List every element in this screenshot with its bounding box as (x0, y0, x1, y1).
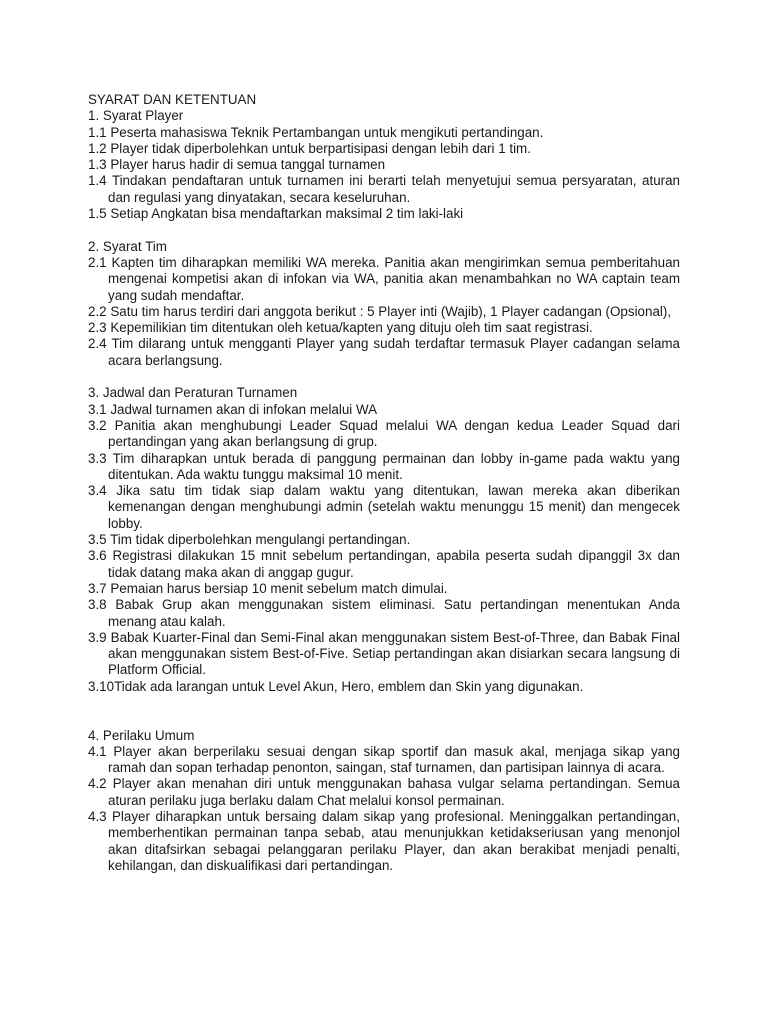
clause-number: 3.2 (88, 417, 107, 433)
clause-number: 4.2 (88, 776, 107, 792)
clause-item (88, 776, 680, 809)
clause-number: 3.6 (88, 548, 107, 564)
clause-text: Peserta mahasiswa Teknik Pertambangan untuk mengikuti pertandingan. (110, 124, 544, 140)
clause-item (88, 483, 680, 532)
clause-text: Player harus hadir di semua tanggal turnamen (110, 157, 386, 173)
clause-item (88, 532, 680, 548)
clause-text: Player akan menahan diri untuk menggunakan bahasa vulgar selama pertandingan. Semua aturan perilaku juga berlaku dalam Chat melalui konsol permainan. (108, 776, 680, 808)
clause-text: Tindakan pendaftaran untuk turnamen ini berarti telah menyetujui semua persyaratan, aturan dan regulasi yang dinyatakan, secara keseluruhan. (108, 173, 680, 205)
clause-item (88, 744, 680, 777)
section-heading: 3. Jadwal dan Peraturan Turnamen (88, 385, 298, 401)
section-heading: 1. Syarat Player (88, 108, 184, 124)
clause-item (88, 418, 680, 451)
clause-text: Tidak ada larangan untuk Level Akun, Hero, emblem dan Skin yang digunakan. (114, 678, 584, 694)
clause-text: Player tidak diperbolehkan untuk berpartisipasi dengan lebih dari 1 tim. (110, 140, 531, 156)
clause-item (88, 320, 680, 336)
clause-item (88, 173, 680, 206)
clause-item (88, 679, 680, 695)
clause-text: Kapten tim diharapkan memiliki WA mereka. Panitia akan mengirimkan semua pemberitahuan mengenai kompetisi akan di infokan via WA, panitia akan menambahkan no WA captain team yang sudah mendaftar. (108, 254, 680, 303)
clause-item (88, 402, 680, 418)
clause-text: Satu tim harus terdiri dari anggota berikut : 5 Player inti (Wajib), 1 Player cadangan (Opsional), (110, 303, 672, 319)
clause-number: 2.3 (88, 320, 107, 336)
spacer (88, 222, 680, 238)
clause-number: 1.4 (88, 173, 107, 189)
clause-item (88, 630, 680, 679)
clause-number: 3.1 (88, 401, 107, 417)
clause-list (88, 402, 680, 695)
clause-text: Babak Grup akan menggunakan sistem eliminasi. Satu pertandingan menentukan Anda menang atau kalah. (108, 597, 680, 629)
clause-item (88, 206, 680, 222)
clause-text: Tim diharapkan untuk berada di panggung permainan dan lobby in-game pada waktu yang ditentukan. Ada waktu tunggu maksimal 10 menit. (108, 450, 680, 482)
clause-text: Panitia akan menghubungi Leader Squad melalui WA dengan kedua Leader Squad dari pertandingan yang akan berlangsung di grup. (108, 417, 680, 450)
clause-number: 2.1 (88, 254, 107, 270)
clause-item (88, 125, 680, 141)
clause-item (88, 597, 680, 630)
clause-text: Kepemilikian tim ditentukan oleh ketua/kapten yang dituju oleh tim saat registrasi. (110, 320, 593, 336)
clause-item (88, 548, 680, 581)
clause-text: Babak Kuarter-Final dan Semi-Final akan menggunakan sistem Best-of-Three, dan Babak Final akan menggunakan sistem Best-of-Five. Setiap pertandingan akan disiarkan secara langsung di Platform Official. (108, 629, 680, 678)
clause-number: 2.4 (88, 336, 107, 352)
clause-text: Pemaian harus bersiap 10 menit sebelum match dimulai. (110, 580, 448, 596)
clause-number: 3.10 (88, 678, 115, 694)
section-heading: 2. Syarat Tim (88, 238, 167, 254)
clause-item (88, 336, 680, 369)
clause-text: Tim tidak diperbolehkan mengulangi pertandingan. (110, 532, 411, 548)
spacer (88, 695, 680, 728)
clause-item (88, 809, 680, 874)
clause-item (88, 581, 680, 597)
clause-text: Jadwal turnamen akan di infokan melalui WA (110, 401, 378, 417)
clause-text: Registrasi dilakukan 15 mnit sebelum pertandingan, apabila peserta sudah dipanggil 3x dan tidak datang maka akan di anggap gugur. (108, 548, 680, 580)
clause-number: 1.3 (88, 157, 107, 173)
clause-number: 3.4 (88, 483, 107, 499)
section-jadwal-dan-peraturan (88, 385, 680, 695)
clause-item (88, 157, 680, 173)
clause-list (88, 255, 680, 369)
clause-item (88, 141, 680, 157)
clause-number: 1.2 (88, 140, 107, 156)
clause-number: 1.1 (88, 124, 107, 140)
section-heading: 4. Perilaku Umum (88, 727, 195, 743)
clause-item (88, 304, 680, 320)
clause-text: Setiap Angkatan bisa mendaftarkan maksimal 2 tim laki-laki (110, 206, 464, 222)
clause-number: 4.3 (88, 809, 107, 825)
clause-item (88, 255, 680, 304)
section-syarat-player (88, 108, 680, 222)
clause-list (88, 744, 680, 874)
clause-number: 4.1 (88, 743, 107, 759)
clause-text: Jika satu tim tidak siap dalam waktu yang ditentukan, lawan mereka akan diberikan kemenangan dengan menghubungi admin (setelah waktu menunggu 15 menit) dan mengecek lobby. (108, 483, 680, 531)
clause-number: 1.5 (88, 206, 107, 222)
clause-number: 3.3 (88, 450, 107, 466)
clause-text: Player diharapkan untuk bersaing dalam sikap yang profesional. Meninggalkan pertandingan, memberhentikan permainan tanpa sebab, atau menunjukkan ketidakseriusan yang menonjol akan ditafsirkan sebagai pelanggaran perilaku Player, dan akan berakibat menjadi penalti, kehilangan, dan diskualifikasi dari pertandingan. (108, 809, 680, 873)
spacer (88, 369, 680, 385)
clause-number: 2.2 (88, 303, 107, 319)
document-title: SYARAT DAN KETENTUAN (88, 92, 257, 107)
clause-number: 3.8 (88, 597, 107, 613)
clause-list (88, 125, 680, 223)
document-page (88, 92, 680, 874)
clause-number: 3.7 (88, 580, 107, 596)
clause-text: Player akan berperilaku sesuai dengan sikap sportif dan masuk akal, menjaga sikap yang ramah dan sopan terhadap penonton, saingan, staf turnamen, dan partisipan lainnya di acara. (108, 743, 680, 776)
clause-text: Tim dilarang untuk mengganti Player yang sudah terdaftar termasuk Player cadangan selama acara berlangsung. (108, 336, 681, 368)
clause-number: 3.5 (88, 532, 107, 548)
clause-item (88, 451, 680, 484)
section-syarat-tim (88, 239, 680, 369)
clause-number: 3.9 (88, 629, 107, 645)
section-perilaku-umum (88, 728, 680, 875)
